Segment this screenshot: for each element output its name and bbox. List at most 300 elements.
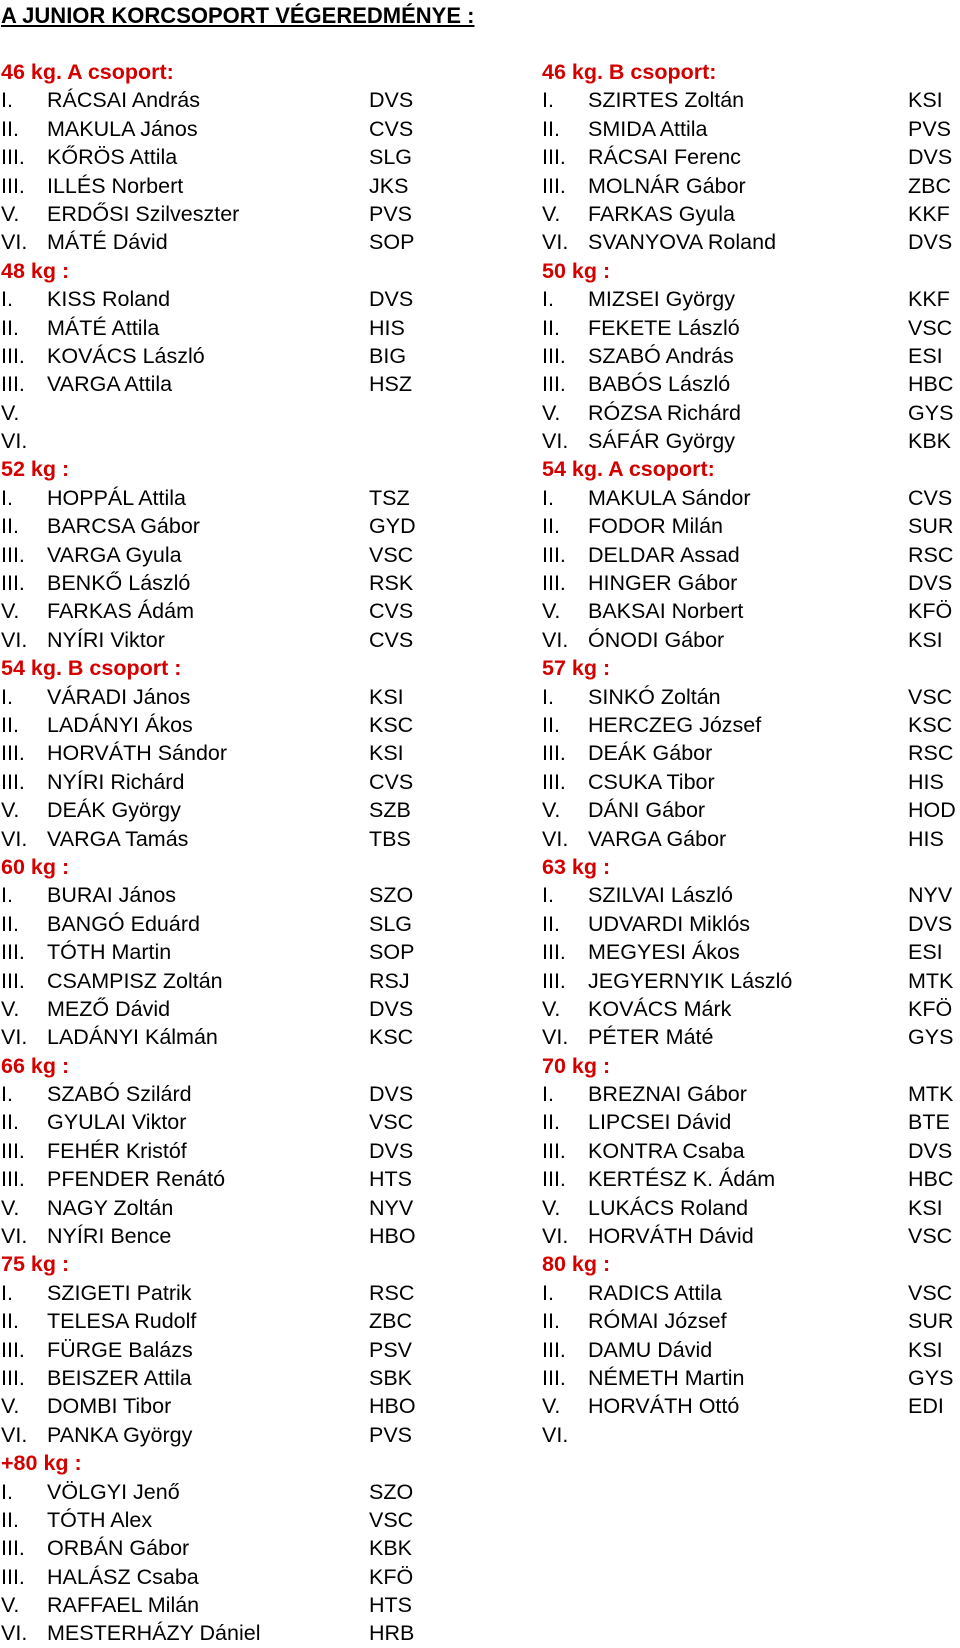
weight-class-heading: 80 kg : (542, 1252, 611, 1277)
athlete-name: SZIRTES Zoltán (588, 88, 745, 113)
athlete-name: SINKÓ Zoltán (588, 684, 721, 709)
placement-rank: III. (542, 1337, 566, 1362)
club-code: MTK (908, 1082, 954, 1107)
club-code: SUR (908, 514, 954, 539)
athlete-name: BREZNAI Gábor (588, 1082, 747, 1107)
placement-rank: III. (1, 968, 25, 993)
result-row (542, 370, 960, 398)
result-row (1, 228, 421, 256)
club-code: KSC (369, 712, 414, 737)
weight-class-heading: 46 kg. B csoport: (542, 60, 717, 84)
athlete-name: LIPCSEI Dávid (588, 1110, 732, 1135)
placement-rank: III. (542, 542, 566, 567)
club-code: RSC (908, 542, 954, 567)
weight-class-heading: 66 kg : (1, 1053, 70, 1078)
placement-rank: III. (1, 1536, 25, 1561)
weight-class-heading: 57 kg : (542, 656, 611, 681)
result-row (1, 597, 421, 625)
result-row (542, 172, 960, 200)
result-row (1, 1563, 421, 1591)
weight-class-heading: 60 kg : (1, 854, 70, 879)
athlete-name: BENKŐ László (47, 571, 191, 596)
placement-rank: I. (542, 485, 554, 510)
placement-rank: III. (542, 741, 566, 766)
placement-rank: III. (1, 1564, 25, 1589)
result-row (1, 1279, 421, 1307)
club-code: VSC (908, 1224, 953, 1249)
placement-rank: VI. (542, 826, 569, 851)
athlete-name: LADÁNYI Kálmán (47, 1025, 218, 1050)
result-row (1, 995, 421, 1023)
placement-rank: II. (1, 514, 19, 539)
club-code: RSC (908, 741, 954, 766)
athlete-name: LADÁNYI Ákos (47, 712, 193, 737)
result-row (542, 1307, 960, 1335)
athlete-name: FARKAS Gyula (588, 201, 735, 226)
club-code: SOP (369, 230, 415, 255)
result-row (542, 1080, 960, 1108)
club-code: KKF (908, 287, 950, 312)
club-code: NYV (369, 1195, 414, 1220)
club-code: SUR (908, 1309, 954, 1334)
club-code: DVS (369, 1138, 414, 1163)
club-code: RSC (369, 1280, 415, 1305)
athlete-name: NÉMETH Martin (588, 1365, 745, 1390)
athlete-name: HERCZEG József (588, 712, 762, 737)
athlete-name: LUKÁCS Roland (588, 1195, 749, 1220)
athlete-name: MAKULA János (47, 116, 198, 141)
athlete-name: VARGA Attila (47, 372, 173, 397)
result-row (1, 1165, 421, 1193)
athlete-name: DÁNI Gábor (588, 798, 706, 823)
club-code: CVS (369, 116, 414, 141)
placement-rank: II. (542, 712, 560, 737)
result-row (542, 1421, 960, 1449)
placement-rank: V. (1, 996, 20, 1021)
placement-rank: I. (1, 88, 13, 113)
left-results-column (1, 58, 421, 1648)
placement-rank: VI. (1, 1025, 28, 1050)
athlete-name: KISS Roland (47, 287, 171, 312)
athlete-name: RÓZSA Richárd (588, 400, 741, 425)
result-row (1, 1506, 421, 1534)
result-row (542, 881, 960, 909)
athlete-name: DELDAR Assad (588, 542, 740, 567)
result-row (1, 938, 421, 966)
result-row (1, 143, 421, 171)
athlete-name: TELESA Rudolf (47, 1309, 197, 1334)
placement-rank: III. (542, 173, 566, 198)
result-row (1, 1194, 421, 1222)
result-row (542, 115, 960, 143)
athlete-name: MESTERHÁZY Dániel (47, 1621, 261, 1646)
placement-rank: V. (542, 1195, 561, 1220)
athlete-name: BAKSAI Norbert (588, 599, 744, 624)
club-code: KSI (908, 627, 943, 652)
placement-rank: V. (1, 400, 20, 425)
result-row (1, 541, 421, 569)
placement-rank: I. (542, 1082, 554, 1107)
placement-rank: III. (1, 343, 25, 368)
result-row (1, 370, 421, 398)
result-row (542, 484, 960, 512)
athlete-name: SÁFÁR György (588, 429, 735, 454)
athlete-name: NAGY Zoltán (47, 1195, 174, 1220)
result-row (1, 569, 421, 597)
club-code: VSC (908, 684, 953, 709)
athlete-name: NYÍRI Bence (47, 1224, 172, 1249)
club-code: BTE (908, 1110, 950, 1135)
athlete-name: HINGER Gábor (588, 571, 738, 596)
placement-rank: III. (542, 372, 566, 397)
placement-rank: III. (542, 343, 566, 368)
club-code: VSC (369, 1110, 414, 1135)
weight-class-heading: 63 kg : (542, 854, 611, 879)
result-row (1, 115, 421, 143)
placement-rank: VI. (1, 1224, 28, 1249)
athlete-name: GYULAI Viktor (47, 1110, 187, 1135)
placement-rank: III. (542, 940, 566, 965)
placement-rank: V. (542, 1394, 561, 1419)
club-code: VSC (369, 542, 414, 567)
result-row (1, 796, 421, 824)
club-code: DVS (369, 287, 414, 312)
result-row (542, 541, 960, 569)
athlete-name: HORVÁTH Sándor (47, 741, 228, 766)
club-code: DVS (908, 230, 953, 255)
result-row (542, 626, 960, 654)
placement-rank: II. (1, 712, 19, 737)
placement-rank: II. (1, 116, 19, 141)
placement-rank: I. (542, 883, 554, 908)
club-code: CVS (369, 627, 414, 652)
club-code: HBC (908, 372, 954, 397)
placement-rank: I. (542, 88, 554, 113)
result-row (1, 1392, 421, 1420)
athlete-name: PANKA György (47, 1422, 193, 1447)
result-row (1, 1108, 421, 1136)
result-row (542, 683, 960, 711)
result-row (1, 200, 421, 228)
club-code: MTK (908, 968, 954, 993)
athlete-name: DAMU Dávid (588, 1337, 713, 1362)
club-code: GYS (908, 400, 954, 425)
result-row (542, 739, 960, 767)
result-row (542, 1023, 960, 1051)
club-code: HIS (369, 315, 405, 340)
placement-rank: VI. (542, 1422, 569, 1447)
club-code: GYS (908, 1365, 954, 1390)
placement-rank: II. (542, 514, 560, 539)
result-row (542, 938, 960, 966)
athlete-name: FODOR Milán (588, 514, 723, 539)
placement-rank: VI. (542, 230, 569, 255)
athlete-name: MÁTÉ Dávid (47, 230, 168, 255)
result-row (542, 796, 960, 824)
athlete-name: DEÁK György (47, 798, 181, 823)
placement-rank: I. (1, 287, 13, 312)
placement-rank: VI. (542, 429, 569, 454)
club-code: KFÖ (369, 1564, 414, 1589)
club-code: HIS (908, 826, 944, 851)
placement-rank: III. (1, 571, 25, 596)
club-code: HOD (908, 798, 956, 823)
weight-class-heading: 54 kg. A csoport: (542, 457, 715, 482)
result-row (1, 342, 421, 370)
result-row (1, 1023, 421, 1051)
athlete-name: HORVÁTH Dávid (588, 1224, 754, 1249)
placement-rank: VI. (1, 627, 28, 652)
result-row (542, 825, 960, 853)
athlete-name: RADICS Attila (588, 1280, 722, 1305)
club-code: TSZ (369, 485, 410, 510)
result-row (542, 1392, 960, 1420)
athlete-name: MIZSEI György (588, 287, 735, 312)
result-row (542, 1108, 960, 1136)
placement-rank: II. (542, 116, 560, 141)
placement-rank: V. (1, 1195, 20, 1220)
placement-rank: I. (1, 1479, 13, 1504)
club-code: PVS (369, 201, 413, 226)
placement-rank: III. (542, 1365, 566, 1390)
result-row (1, 967, 421, 995)
placement-rank: I. (1, 684, 13, 709)
club-code: SOP (369, 940, 415, 965)
athlete-name: ILLÉS Norbert (47, 173, 184, 198)
club-code: KSI (369, 684, 404, 709)
athlete-name: SZILVAI László (588, 883, 733, 908)
placement-rank: III. (1, 173, 25, 198)
club-code: ESI (908, 343, 943, 368)
club-code: KSC (908, 712, 953, 737)
placement-rank: III. (1, 542, 25, 567)
club-code: RSJ (369, 968, 410, 993)
result-row (1, 1591, 421, 1619)
placement-rank: V. (542, 996, 561, 1021)
club-code: DVS (369, 996, 414, 1021)
result-row (542, 910, 960, 938)
result-row (1, 427, 421, 455)
athlete-name: SZABÓ Szilárd (47, 1082, 192, 1107)
athlete-name: BANGÓ Eduárd (47, 911, 200, 936)
result-row (1, 1478, 421, 1506)
placement-rank: III. (1, 769, 25, 794)
result-row (1, 825, 421, 853)
placement-rank: I. (1, 485, 13, 510)
athlete-name: BABÓS László (588, 372, 731, 397)
result-row (1, 881, 421, 909)
result-row (542, 1137, 960, 1165)
athlete-name: FARKAS Ádám (47, 599, 194, 624)
club-code: SZO (369, 1479, 414, 1504)
placement-rank: V. (1, 599, 20, 624)
result-row (1, 172, 421, 200)
result-row (542, 1364, 960, 1392)
result-row (1, 484, 421, 512)
club-code: DVS (908, 571, 953, 596)
result-row (542, 1279, 960, 1307)
club-code: KSI (908, 1337, 943, 1362)
club-code: CVS (369, 599, 414, 624)
result-row (542, 995, 960, 1023)
result-row (1, 285, 421, 313)
club-code: BIG (369, 343, 407, 368)
result-row (542, 427, 960, 455)
club-code: VSC (369, 1507, 414, 1532)
club-code: DVS (369, 1082, 414, 1107)
club-code: CVS (369, 769, 414, 794)
club-code: HSZ (369, 372, 412, 397)
result-row (1, 399, 421, 427)
athlete-name: RÁCSAI András (47, 88, 200, 113)
page-title: A JUNIOR KORCSOPORT VÉGEREDMÉNYE : (1, 3, 475, 28)
athlete-name: SZIGETI Patrik (47, 1280, 192, 1305)
club-code: KBK (369, 1536, 413, 1561)
result-row (542, 314, 960, 342)
placement-rank: VI. (1, 826, 28, 851)
result-row (542, 1194, 960, 1222)
placement-rank: III. (1, 1337, 25, 1362)
placement-rank: I. (1, 883, 13, 908)
club-code: CVS (908, 485, 953, 510)
placement-rank: III. (1, 1365, 25, 1390)
result-row (1, 739, 421, 767)
club-code: DVS (908, 145, 953, 170)
placement-rank: V. (542, 400, 561, 425)
athlete-name: RAFFAEL Milán (47, 1593, 200, 1618)
result-row (542, 1165, 960, 1193)
result-row (542, 768, 960, 796)
athlete-name: NYÍRI Viktor (47, 627, 165, 652)
athlete-name: KONTRA Csaba (588, 1138, 745, 1163)
placement-rank: VI. (1, 230, 28, 255)
placement-rank: III. (542, 769, 566, 794)
athlete-name: KOVÁCS László (47, 343, 205, 368)
result-row (542, 597, 960, 625)
club-code: ZBC (369, 1309, 412, 1334)
athlete-name: VARGA Tamás (47, 826, 189, 851)
club-code: HTS (369, 1593, 412, 1618)
club-code: PSV (369, 1337, 413, 1362)
athlete-name: CSAMPISZ Zoltán (47, 968, 223, 993)
club-code: KFÖ (908, 599, 953, 624)
club-code: KBK (908, 429, 952, 454)
athlete-name: BURAI János (47, 883, 177, 908)
result-row (1, 1336, 421, 1364)
weight-class-heading: 50 kg : (542, 258, 611, 283)
athlete-name: MOLNÁR Gábor (588, 173, 746, 198)
athlete-name: MEZŐ Dávid (47, 996, 171, 1021)
result-row (1, 1137, 421, 1165)
club-code: PVS (908, 116, 952, 141)
placement-rank: II. (542, 1309, 560, 1334)
club-code: JKS (369, 173, 409, 198)
placement-rank: III. (542, 968, 566, 993)
athlete-name: PFENDER Renátó (47, 1167, 226, 1192)
placement-rank: V. (1, 1394, 20, 1419)
weight-class-heading: 48 kg : (1, 258, 70, 283)
club-code: DVS (908, 1138, 953, 1163)
result-row (1, 86, 421, 114)
placement-rank: I. (542, 287, 554, 312)
placement-rank: II. (542, 1110, 560, 1135)
club-code: KSI (369, 741, 404, 766)
result-row (542, 200, 960, 228)
result-row (542, 967, 960, 995)
result-row (1, 626, 421, 654)
club-code: TBS (369, 826, 411, 851)
result-row (1, 1421, 421, 1449)
placement-rank: VI. (1, 1621, 28, 1646)
athlete-name: KŐRÖS Attila (47, 145, 178, 170)
club-code: KKF (908, 201, 950, 226)
athlete-name: MAKULA Sándor (588, 485, 751, 510)
club-code: NYV (908, 883, 953, 908)
placement-rank: V. (542, 201, 561, 226)
athlete-name: TÓTH Martin (47, 940, 172, 965)
athlete-name: NYÍRI Richárd (47, 769, 185, 794)
placement-rank: II. (1, 315, 19, 340)
athlete-name: VÖLGYI Jenő (47, 1479, 180, 1504)
athlete-name: KOVÁCS Márk (588, 996, 732, 1021)
placement-rank: I. (542, 684, 554, 709)
placement-rank: V. (1, 201, 20, 226)
club-code: KSC (369, 1025, 414, 1050)
club-code: PVS (369, 1422, 413, 1447)
result-row (542, 399, 960, 427)
club-code: SZO (369, 883, 414, 908)
placement-rank: II. (1, 1309, 19, 1334)
athlete-name: HOPPÁL Attila (47, 485, 187, 510)
result-row (1, 683, 421, 711)
placement-rank: V. (1, 1593, 20, 1618)
result-row (1, 1080, 421, 1108)
athlete-name: VARGA Gábor (588, 826, 727, 851)
placement-rank: III. (542, 1138, 566, 1163)
result-row (1, 1364, 421, 1392)
club-code: HIS (908, 769, 944, 794)
result-row (1, 768, 421, 796)
placement-rank: III. (1, 1138, 25, 1163)
placement-rank: II. (542, 315, 560, 340)
result-row (542, 228, 960, 256)
placement-rank: II. (542, 911, 560, 936)
club-code: KSI (908, 88, 943, 113)
club-code: ZBC (908, 173, 951, 198)
placement-rank: VI. (542, 627, 569, 652)
result-row (542, 711, 960, 739)
result-row (1, 314, 421, 342)
placement-rank: VI. (542, 1224, 569, 1249)
result-row (1, 910, 421, 938)
weight-class-heading: 52 kg : (1, 457, 70, 482)
athlete-name: SMIDA Attila (588, 116, 708, 141)
placement-rank: III. (1, 940, 25, 965)
club-code: EDI (908, 1394, 944, 1419)
result-row (542, 285, 960, 313)
placement-rank: VI. (542, 1025, 569, 1050)
athlete-name: MEGYESI Ákos (588, 940, 740, 965)
placement-rank: II. (1, 1507, 19, 1532)
club-code: HBC (908, 1167, 954, 1192)
athlete-name: ERDŐSI Szilveszter (47, 201, 240, 226)
placement-rank: V. (542, 798, 561, 823)
athlete-name: PÉTER Máté (588, 1025, 714, 1050)
club-code: HTS (369, 1167, 412, 1192)
weight-class-heading: 75 kg : (1, 1252, 70, 1277)
athlete-name: DOMBI Tibor (47, 1394, 172, 1419)
placement-rank: V. (1, 798, 20, 823)
